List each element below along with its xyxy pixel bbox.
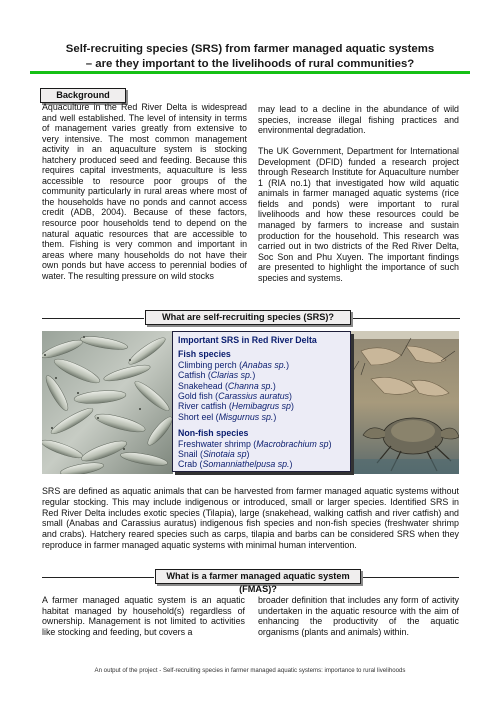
fish-species-heading: Fish species	[178, 349, 231, 360]
non-fish-species-closing: )	[246, 449, 250, 460]
srs-heading: What are self-recruiting species (SRS)?	[145, 310, 351, 325]
title-line-1: Self-recruiting species (SRS) from farmer managed aquatic systems	[65, 43, 435, 55]
fish-species-closing: )	[286, 359, 289, 370]
srs-definition-paragraph: SRS are defined as aquatic animals that can be harvested from farmer managed aquatic systems without regular stocking. This may include indigenous or introduced, small or larger species. Identified SRS in Red River Delta includes exotic species (Tilapia), large (snakehead, walking catfish and river catfish) and small (Anabas and Carassius auratus) indigenous fish species and non-fish species (freshwater shrimp and crabs). Hatchery reared species such as carps, tilapia and barbs can be considered SRS when they reproduce in farmer managed aquatic systems with minimal human intervention.	[42, 486, 459, 550]
background-right-column	[258, 104, 459, 283]
non-fish-species-item	[178, 439, 345, 449]
fish-species-scientific-name: Channa sp.	[227, 380, 273, 391]
fmas-heading-rule-left	[42, 577, 154, 578]
non-fish-species-closing: )	[289, 459, 293, 470]
non-fish-species-closing: )	[328, 438, 332, 449]
fish-species-scientific-name: Misgurnus sp.	[218, 411, 274, 422]
fish-species-item	[178, 412, 345, 422]
fish-species-closing: )	[289, 391, 292, 402]
fish-photo	[42, 331, 173, 474]
non-fish-species-scientific-name: Sinotaia sp	[202, 449, 247, 460]
fish-species-item	[178, 391, 345, 401]
background-left-column	[42, 102, 247, 281]
fish-species-common-name: Gold fish (	[178, 391, 219, 402]
non-fish-species-item	[178, 449, 345, 459]
background-paragraph-1: Aquaculture in the Red River Delta is widespread and well established. The level of intensity in terms of management varies greatly from extensive to very intensive. The most common management activity in an aquaculture system is stocking hatchery produced seed and feeding. Because this requires capital investments, aquaculture is less accessible to resource poor groups of the community particularly in rural areas where most of the households have no ponds and cannot access credit (ADB, 2004). Because of these factors, resource poor households tend to depend on the natural aquatic resources that are accessible to them. Fishing is very common and important in areas where many households do not have their own ponds but have access to perennial bodies of water. The resulting pressure on wild stocks	[42, 102, 247, 281]
fish-species-closing: )	[273, 411, 277, 422]
fish-species-item	[178, 360, 345, 370]
fish-species-common-name: Short eel (	[178, 411, 219, 422]
non-fish-species-common-name: Crab (	[178, 459, 203, 470]
page-title	[30, 42, 470, 71]
background-paragraph-2: may lead to a decline in the abundance of wild species, increase illegal fishing practices and environmental degradation.	[258, 104, 459, 136]
fmas-heading: What is a farmer managed aquatic system (FMAS)?	[155, 569, 361, 584]
fish-species-list	[178, 360, 345, 422]
fmas-left-column: A farmer managed aquatic system is an aquatic habitat managed by household(s) regardless of ownership. Management is not limited to activities like stocking and feeding, but covers a	[42, 595, 245, 637]
fmas-heading-rule-right	[361, 577, 459, 578]
srs-heading-rule-left	[42, 318, 144, 319]
fish-species-item	[178, 381, 345, 391]
fish-species-common-name: Catfish (	[178, 370, 211, 381]
non-fish-species-common-name: Snail (	[178, 449, 203, 460]
fmas-right-column: broader definition that includes any form of activity undertaken in the aquatic resource with the aim of enhancing the productivity of the aquatic organisms (plants and animals) within.	[258, 595, 459, 637]
fish-species-scientific-name: Clarias sp.	[210, 370, 253, 381]
shrimp-crab-image	[351, 331, 459, 474]
srs-box-title: Important SRS in Red River Delta	[178, 335, 317, 345]
title-rule	[30, 71, 470, 74]
fish-species-scientific-name: Hemibagrus sp	[231, 401, 291, 412]
page-footer: An output of the project - Self-recruiting species in farmer managed aquatic systems: importance to rural livelihoods	[94, 667, 406, 674]
non-fish-species-item	[178, 459, 345, 469]
fish-species-scientific-name: Carassius auratus	[218, 391, 289, 402]
non-fish-species-common-name: Freshwater shrimp (	[178, 438, 257, 449]
non-fish-species-scientific-name: Macrobrachium sp	[256, 438, 329, 449]
important-srs-box	[172, 331, 351, 472]
fish-pile-image	[42, 331, 173, 474]
fish-species-closing: )	[290, 401, 294, 412]
title-line-2: – are they important to the livelihoods of rural communities?	[85, 57, 415, 70]
non-fish-species-list	[178, 439, 345, 470]
fish-species-scientific-name: Anabas sp.	[242, 359, 287, 370]
fish-species-common-name: Climbing perch (	[178, 359, 243, 370]
fish-species-item	[178, 370, 345, 380]
background-paragraph-3: The UK Government, Department for International Development (DFID) funded a research project through Research Institute for Aquaculture number 1 (RIA no.1) that investigated how wild aquatic animals in farmer managed aquatic systems (rice fields and ponds) were important to rural livelihoods and how these resources could be managed by farmers to increase and sustain production for the household. This research was carried out in two districts of the Red River Delta, Soc Son and Phu Xuyen. The important findings are presented to highlight the importance of such species and systems.	[258, 146, 459, 283]
fish-species-common-name: Snakehead (	[178, 380, 228, 391]
fish-species-common-name: River catfish (	[178, 401, 232, 412]
fish-species-item	[178, 401, 345, 411]
shrimp-crab-photo	[351, 331, 459, 474]
non-fish-species-heading: Non-fish species	[178, 428, 249, 439]
srs-heading-rule-right	[352, 318, 460, 319]
fish-species-closing: )	[272, 380, 276, 391]
background-heading: Background	[40, 88, 126, 103]
fish-species-closing: )	[252, 370, 256, 381]
non-fish-species-scientific-name: Somanniathelpusa sp.	[202, 459, 290, 470]
